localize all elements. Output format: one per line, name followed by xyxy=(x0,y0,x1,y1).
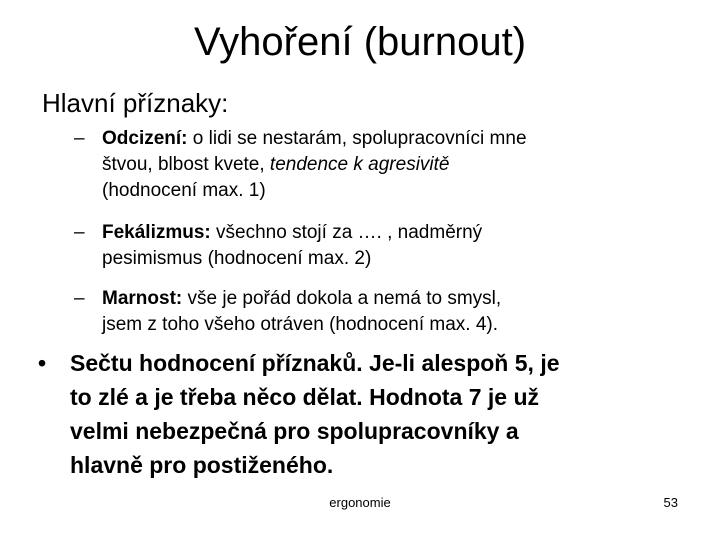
summary-line: hlavně pro postiženého. xyxy=(70,452,334,478)
symptom-line: pesimismus (hodnocení max. 2) xyxy=(102,248,372,269)
symptom-line xyxy=(74,286,694,312)
symptom-line: (hodnocení max. 1) xyxy=(102,180,266,201)
symptom-item-fekalizmus xyxy=(74,220,694,272)
symptom-text: vše je pořád dokola a nemá to smysl, xyxy=(182,288,502,309)
summary-bullet xyxy=(38,346,698,482)
dash-marker: – xyxy=(74,288,85,309)
lead-text: Hlavní příznaky: xyxy=(42,88,229,118)
bullet-marker: • xyxy=(38,350,47,376)
footer-text: ergonomie xyxy=(329,495,391,510)
dash-marker: – xyxy=(74,128,85,149)
symptom-text-italic: tendence k agresivitě xyxy=(269,154,450,175)
page-number: 53 xyxy=(663,495,678,510)
summary-line: to zlé a je třeba něco dělat. Hodnota 7 je už xyxy=(70,384,540,410)
symptom-text: štvou, blbost kvete, xyxy=(102,154,270,175)
symptom-text: všechno stojí za …. , nadměrný xyxy=(210,222,483,243)
symptom-item-marnost xyxy=(74,286,694,338)
symptom-term: Odcizení: xyxy=(102,128,188,149)
symptom-term: Fekálizmus: xyxy=(102,222,211,243)
symptom-line xyxy=(74,126,694,152)
summary-line: Sečtu hodnocení příznaků. Je-li alespoň 5, je xyxy=(70,350,560,376)
symptom-line xyxy=(74,220,694,246)
symptom-text: o lidi se nestarám, spolupracovníci mne xyxy=(187,128,527,149)
symptom-line: jsem z toho všeho otráven (hodnocení max. 4). xyxy=(102,314,499,335)
slide-title: Vyhoření (burnout) xyxy=(193,20,527,64)
summary-line: velmi nebezpečná pro spolupracovníky a xyxy=(70,418,519,444)
symptom-item-odcizeni xyxy=(74,126,694,204)
symptom-term: Marnost: xyxy=(102,288,183,309)
symptom-line xyxy=(74,152,694,178)
dash-marker: – xyxy=(74,222,85,243)
